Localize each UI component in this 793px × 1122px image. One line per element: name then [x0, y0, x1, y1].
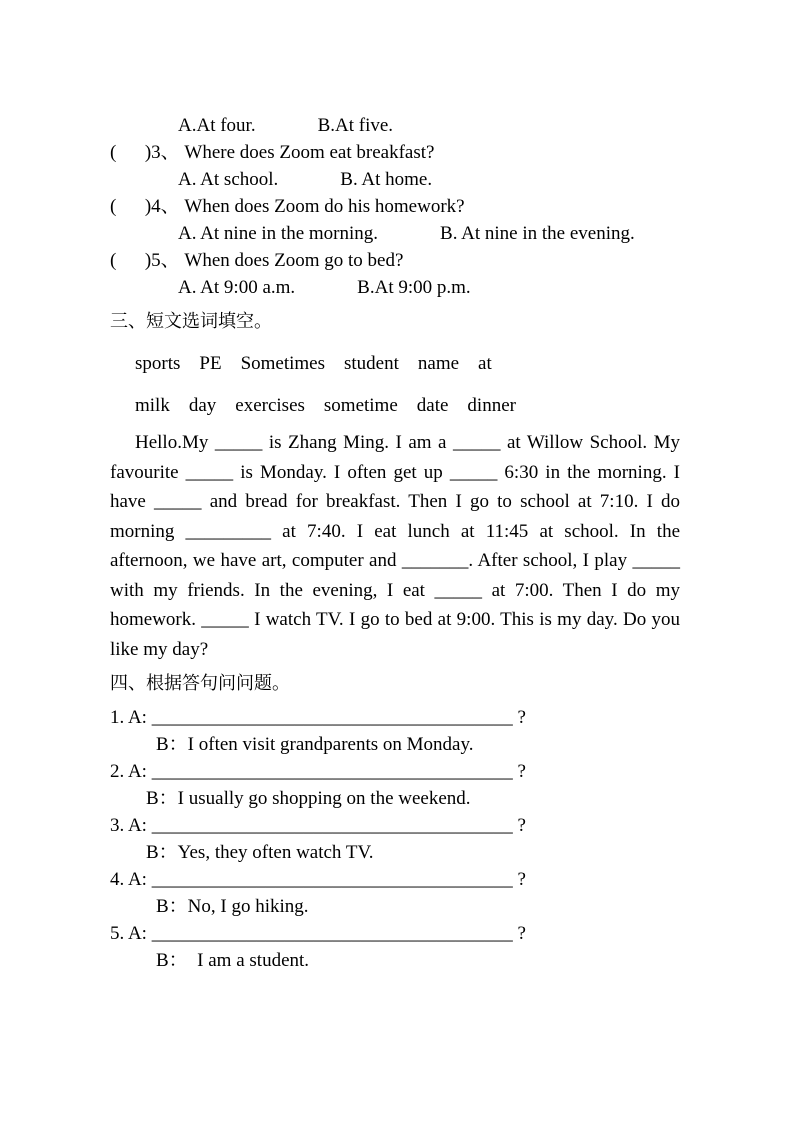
- mc-section: [110, 112, 680, 301]
- mc-option-line: [110, 274, 680, 301]
- word-bank-line-1: sports PE Sometimes student name at: [135, 353, 492, 374]
- mc-question-line: ( )5、 When does Zoom go to bed?: [110, 250, 404, 271]
- word-bank-line-2: milk day exercises sometime date dinner: [135, 395, 516, 416]
- qa-answer-line: B：No, I go hiking.: [156, 896, 309, 917]
- cloze-passage: Hello.My _____ is Zhang Ming. I am a _____ at Willow School. My favourite _____ is Monday. I often get up _____ 6:30 in the morning. I have _____ and bread for breakfast. Then I go to school at 7:10. I do morning _________ at 7:40. I eat lunch at 11:45 at school. In the afternoon, we have art, computer and _______. After school, I play _____ with my friends. In the evening, I eat _____ at 7:00. Then I do my homework. _____ I watch TV. I go to bed at 9:00. This is my day. Do you like my day?: [110, 432, 680, 660]
- qa-question-line: 4. A: ______________________________________ ?: [110, 869, 526, 890]
- qa-question-line: 3. A: ______________________________________ ?: [110, 815, 526, 836]
- qa-question-line: 1. A: ______________________________________ ?: [110, 707, 526, 728]
- mc-option-line: [110, 166, 680, 193]
- mc-option-b: B. At nine in the evening.: [440, 223, 635, 244]
- mc-question-line: ( )3、 Where does Zoom eat breakfast?: [110, 142, 435, 163]
- qa-answer-line: B：Yes, they often watch TV.: [146, 842, 374, 863]
- qa-answer-line: B：I often visit grandparents on Monday.: [156, 734, 474, 755]
- section4-title: 四、根据答句问问题。: [110, 673, 290, 693]
- mc-option-b: B.At five.: [317, 115, 394, 136]
- mc-option-a: A. At 9:00 a.m.: [178, 277, 296, 298]
- mc-option-a: A. At nine in the morning.: [178, 223, 379, 244]
- qa-answer-line: B： I am a student.: [156, 950, 310, 971]
- qa-list: [110, 704, 680, 974]
- mc-option-line: [110, 112, 680, 139]
- mc-option-a: A.At four.: [178, 115, 256, 136]
- qa-section: [110, 670, 680, 974]
- mc-option-line: [110, 220, 680, 247]
- mc-option-b: B. At home.: [340, 169, 433, 190]
- mc-option-a: A. At school.: [178, 169, 279, 190]
- qa-answer-line: B：I usually go shopping on the weekend.: [146, 788, 471, 809]
- mc-question-line: ( )4、 When does Zoom do his homework?: [110, 196, 465, 217]
- qa-question-line: 2. A: ______________________________________ ?: [110, 761, 526, 782]
- qa-question-line: 5. A: ______________________________________ ?: [110, 923, 526, 944]
- section3-title: 三、短文选词填空。: [110, 311, 272, 331]
- mc-option-b: B.At 9:00 p.m.: [357, 277, 471, 298]
- cloze-section: [110, 308, 680, 664]
